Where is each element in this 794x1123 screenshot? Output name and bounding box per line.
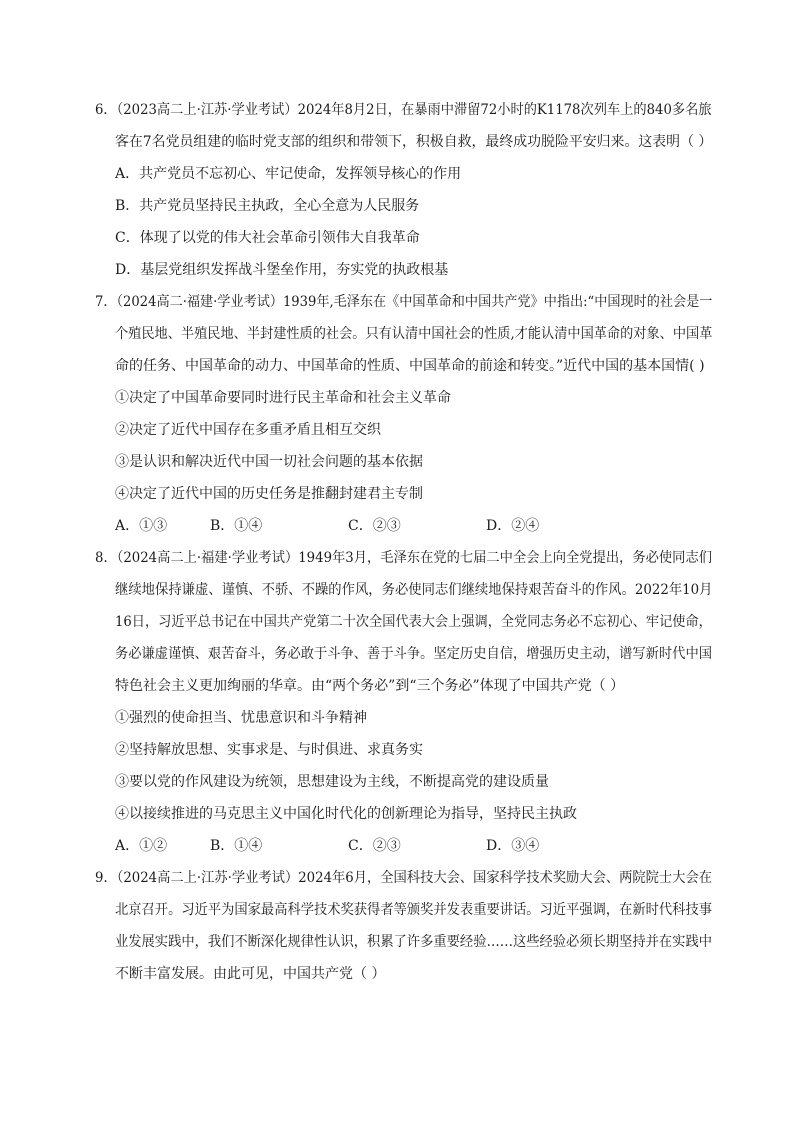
- question-8-line-4: 务必谦虚谨慎、艰苦奋斗，务必敢于斗争、善于斗争。坚定历史自信，增强历史主动，谱写新时代中国: [115, 646, 712, 662]
- question-8-line-2: 继续地保持谦虚、谨慎、不骄、不躁的作风，务必使同志们继续地保持艰苦奋斗的作风。2022年10月: [115, 582, 713, 598]
- question-7-line-1: 7．（2024高二·福建·学业考试）1939年,毛泽东在《中国革命和中国共产党》中指出:“中国现时的社会是一: [95, 294, 713, 310]
- question-8-line-5: 特色社会主义更加绚丽的华章。由“两个务必”到“三个务必”体现了中国共产党（ ）: [115, 678, 625, 694]
- question-7-line-2: 个殖民地、半殖民地、半封建性质的社会。只有认清中国社会的性质,才能认清中国革命的对象、中国革: [115, 326, 713, 342]
- question-7-statement-1: ①决定了中国革命要同时进行民主革命和社会主义革命: [115, 390, 451, 406]
- question-8-line-3: 16日，习近平总书记在中国共产党第二十次全国代表大会上强调，全党同志务必不忘初心、牢记使命，: [115, 614, 712, 630]
- question-7-line-3: 命的任务、中国革命的动力、中国革命的性质、中国革命的前途和转变。”近代中国的基本国情( ): [115, 358, 705, 374]
- question-8-choice-b: B．①④: [210, 838, 263, 854]
- question-8-statement-2: ②坚持解放思想、实事求是、与时俱进、求真务实: [115, 742, 423, 758]
- question-9-line-4: 不断丰富发展。由此可见，中国共产党（ ）: [115, 966, 386, 982]
- question-7-choice-a: A．①③: [115, 518, 168, 534]
- question-9-line-3: 业发展实践中，我们不断深化规律性认识，积累了许多重要经验……这些经验必须长期坚持并在实践中: [115, 934, 712, 950]
- question-8-statement-1: ①强烈的使命担当、忧患意识和斗争精神: [115, 710, 367, 726]
- question-8-choice-a: A．①②: [115, 838, 168, 854]
- question-9-line-1: 9．（2024高二上·江苏·学业考试）2024年6月，全国科技大会、国家科学技术奖励大会、两院院士大会在: [95, 870, 713, 886]
- question-9-line-2: 北京召开。习近平为国家最高科学技术奖获得者等颁奖并发表重要讲话。习近平强调，在新时代科技事: [115, 902, 712, 918]
- question-7-choice-d: D．②④: [486, 518, 540, 534]
- question-8-line-1: 8．（2024高二上·福建·学业考试）1949年3月，毛泽东在党的七届二中全会上向全党提出，务必使同志们: [95, 550, 713, 566]
- question-7-choice-c: C．②③: [348, 518, 401, 534]
- question-6-line-1: 6．（2023高二上·江苏·学业考试）2024年8月2日，在暴雨中滞留72小时的K1178次列车上的840多名旅: [95, 102, 712, 118]
- question-6-option-c: C．体现了以党的伟大社会革命引领伟大自我革命: [115, 230, 420, 246]
- question-8-statement-3: ③要以党的作风建设为统领，思想建设为主线，不断提高党的建设质量: [115, 774, 549, 790]
- question-6-option-d: D．基层党组织发挥战斗堡垒作用，夯实党的执政根基: [115, 262, 449, 278]
- question-6-line-2: 客在7名党员组建的临时党支部的组织和带领下，积极自救，最终成功脱险平安归来。这表明（ ）: [115, 134, 713, 150]
- question-8-choice-d: D．③④: [486, 838, 540, 854]
- question-6-option-b: B．共产党员坚持民主执政，全心全意为人民服务: [115, 198, 420, 214]
- question-7-choice-b: B．①④: [210, 518, 263, 534]
- question-6-option-a: A．共产党员不忘初心、牢记使命，发挥领导核心的作用: [115, 166, 462, 182]
- question-7-statement-2: ②决定了近代中国存在多重矛盾且相互交织: [115, 422, 381, 438]
- question-7-statement-4: ④决定了近代中国的历史任务是推翻封建君主专制: [115, 486, 423, 502]
- question-7-statement-3: ③是认识和解决近代中国一切社会问题的基本依据: [115, 454, 423, 470]
- question-8-statement-4: ④以接续推进的马克思主义中国化时代化的创新理论为指导，坚持民主执政: [115, 806, 577, 822]
- question-8-choice-c: C．②③: [348, 838, 401, 854]
